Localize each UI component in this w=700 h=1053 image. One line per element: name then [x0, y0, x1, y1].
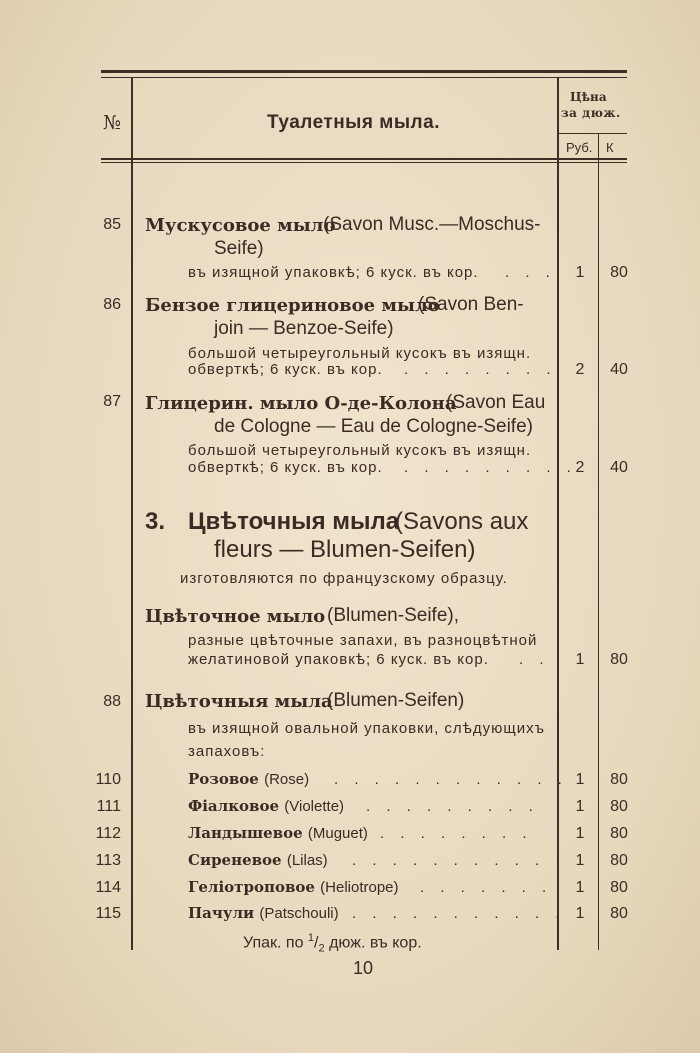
item-name-ru: Ландышевое — [188, 824, 303, 842]
item-name — [188, 878, 399, 896]
entry-latin-cont: Seife) — [214, 238, 264, 259]
entry-title: Мускусовое мыло — [145, 215, 336, 236]
price-kop: 40 — [610, 459, 628, 476]
price-kop: 80 — [610, 771, 628, 788]
item-number: 115 — [95, 905, 121, 922]
item-name-ru: Сиреневое — [188, 851, 282, 869]
item-name-ru: Фіалковое — [188, 797, 280, 815]
item-number: 112 — [95, 825, 121, 842]
packing-note: Упак. по $^1/_2$ дюж. въ кор. — [243, 932, 422, 955]
entry-latin: (Savon Ben- — [418, 294, 524, 315]
section-subtitle: изготовляются по французскому образцу. — [180, 570, 508, 587]
entry-latin-cont: join — Benzoe-Seife) — [214, 318, 394, 339]
entry-latin: (Savon Eau — [446, 392, 546, 413]
header-bottom-rule-thin — [101, 162, 627, 163]
entry-title: Цвѣточныя мыла — [145, 691, 333, 712]
entry-number: 85 — [103, 216, 121, 233]
item-name-latin: (Violette) — [284, 798, 345, 815]
price-rub: 1 — [575, 879, 585, 896]
entry-description: въ изящной овальной упаковки, слѣдующихъ — [188, 720, 545, 737]
price-kop: 80 — [610, 651, 628, 668]
item-name-ru: Геліотроповое — [188, 878, 315, 896]
entry-description: большой четыреугольный кусокъ въ изящн. — [188, 345, 532, 362]
item-number: 113 — [95, 852, 121, 869]
page-number: 10 — [353, 958, 374, 978]
price-kop: 80 — [610, 798, 628, 815]
price-kop: 80 — [610, 852, 628, 869]
entry-title: Бензое глицериновое мыло — [145, 295, 440, 316]
item-name-latin: (Lilas) — [286, 852, 328, 869]
entry-latin: (Blumen-Seife), — [327, 605, 459, 626]
packing-note-end: дюж. въ кор. — [329, 934, 422, 952]
item-name-ru: Пачули — [188, 904, 255, 922]
price-column-rule — [557, 78, 559, 950]
price-rub: 2 — [575, 459, 585, 476]
entry-description-cont: желатиновой упаковкѣ; 6 куск. въ кор. — [188, 651, 489, 668]
price-sub-rule — [559, 133, 627, 134]
item-name — [188, 904, 339, 922]
item-name-latin: (Rose) — [264, 771, 310, 788]
leader-dots: . . . . . . . . — [380, 825, 533, 842]
kop-column-label: К — [606, 140, 614, 155]
leader-dots: . . . . . . . — [420, 879, 553, 896]
price-kop: 40 — [610, 361, 628, 378]
entry-title: Цвѣточное мыло — [145, 606, 326, 627]
price-rub: 1 — [575, 905, 585, 922]
entry-latin-cont: de Cologne — Eau de Cologne-Seife) — [214, 416, 533, 437]
leader-dots: . . . . . . . . — [404, 361, 557, 378]
item-name-ru: Розовое — [188, 770, 259, 788]
leader-dots: . . — [519, 651, 550, 668]
section-latin-cont: fleurs — Blumen-Seifen) — [214, 536, 476, 563]
price-kop: 80 — [610, 264, 628, 281]
price-rub: 1 — [575, 264, 585, 281]
item-name-latin: (Heliotrope) — [320, 879, 399, 896]
fraction-numerator: 1 — [307, 932, 315, 944]
item-name — [188, 770, 309, 788]
top-rule-thin — [101, 77, 627, 78]
leader-dots: . . . . . . . . . . . . — [334, 771, 568, 788]
leader-dots: . . . . . . . . . . . — [352, 905, 566, 922]
item-name — [188, 797, 344, 815]
leader-dots: . . . . . . . . . — [404, 459, 577, 476]
section-latin: (Savons aux — [395, 508, 529, 535]
price-rub: 2 — [575, 361, 585, 378]
packing-note-start: Упак. по — [243, 934, 304, 952]
price-rub: 1 — [575, 825, 585, 842]
price-kop: 80 — [610, 905, 628, 922]
section-title: Цвѣточныя мыла — [188, 508, 400, 535]
page-title: Туалетныя мыла. — [267, 112, 440, 133]
section-number: 3. — [145, 508, 166, 535]
entry-description-cont: обверткѣ; 6 куск. въ кор. — [188, 361, 383, 378]
kop-column-rule — [598, 134, 599, 950]
entry-description-cont: обверткѣ; 6 куск. въ кор. — [188, 459, 383, 476]
header-bottom-rule — [101, 158, 627, 160]
item-name-latin: (Muguet) — [307, 825, 368, 842]
top-rule — [101, 70, 627, 73]
item-number: 110 — [95, 771, 121, 788]
entry-description: большой четыреугольный кусокъ въ изящн. — [188, 442, 532, 459]
price-header-line2: за дюж. — [561, 106, 621, 120]
leader-dots: . . . — [505, 264, 556, 281]
price-rub: 1 — [575, 852, 585, 869]
price-header-line1: Цѣна — [570, 90, 607, 104]
entry-description: въ изящной упаковкѣ; 6 куск. въ кор. — [188, 264, 479, 281]
leader-dots: . . . . . . . . . — [366, 798, 539, 815]
entry-number: 88 — [103, 693, 121, 710]
price-rub: 1 — [575, 771, 585, 788]
entry-description: разные цвѣточные запахи, въ разноцвѣтной — [188, 632, 538, 649]
item-number: 111 — [96, 798, 121, 815]
item-name — [188, 824, 368, 842]
price-kop: 80 — [610, 879, 628, 896]
leader-dots: . . . . . . . . . . — [352, 852, 546, 869]
fraction-denominator: 2 — [318, 942, 325, 955]
number-column-rule — [131, 78, 133, 950]
entry-latin: (Blumen-Seifen) — [327, 690, 465, 711]
entry-number: 87 — [103, 393, 121, 410]
price-kop: 80 — [610, 825, 628, 842]
item-number: 114 — [95, 879, 121, 896]
rub-column-label: Руб. — [566, 140, 593, 155]
price-rub: 1 — [575, 651, 585, 668]
entry-title: Глицерин. мыло О-де-Колона — [145, 393, 457, 414]
entry-number: 86 — [103, 296, 121, 313]
entry-latin: (Savon Musc.—Moschus- — [323, 214, 541, 235]
header-number-label: № — [103, 112, 121, 134]
item-name — [188, 851, 328, 869]
price-rub: 1 — [575, 798, 585, 815]
entry-description-cont: запаховъ: — [188, 743, 266, 760]
item-name-latin: (Patschouli) — [259, 905, 339, 922]
